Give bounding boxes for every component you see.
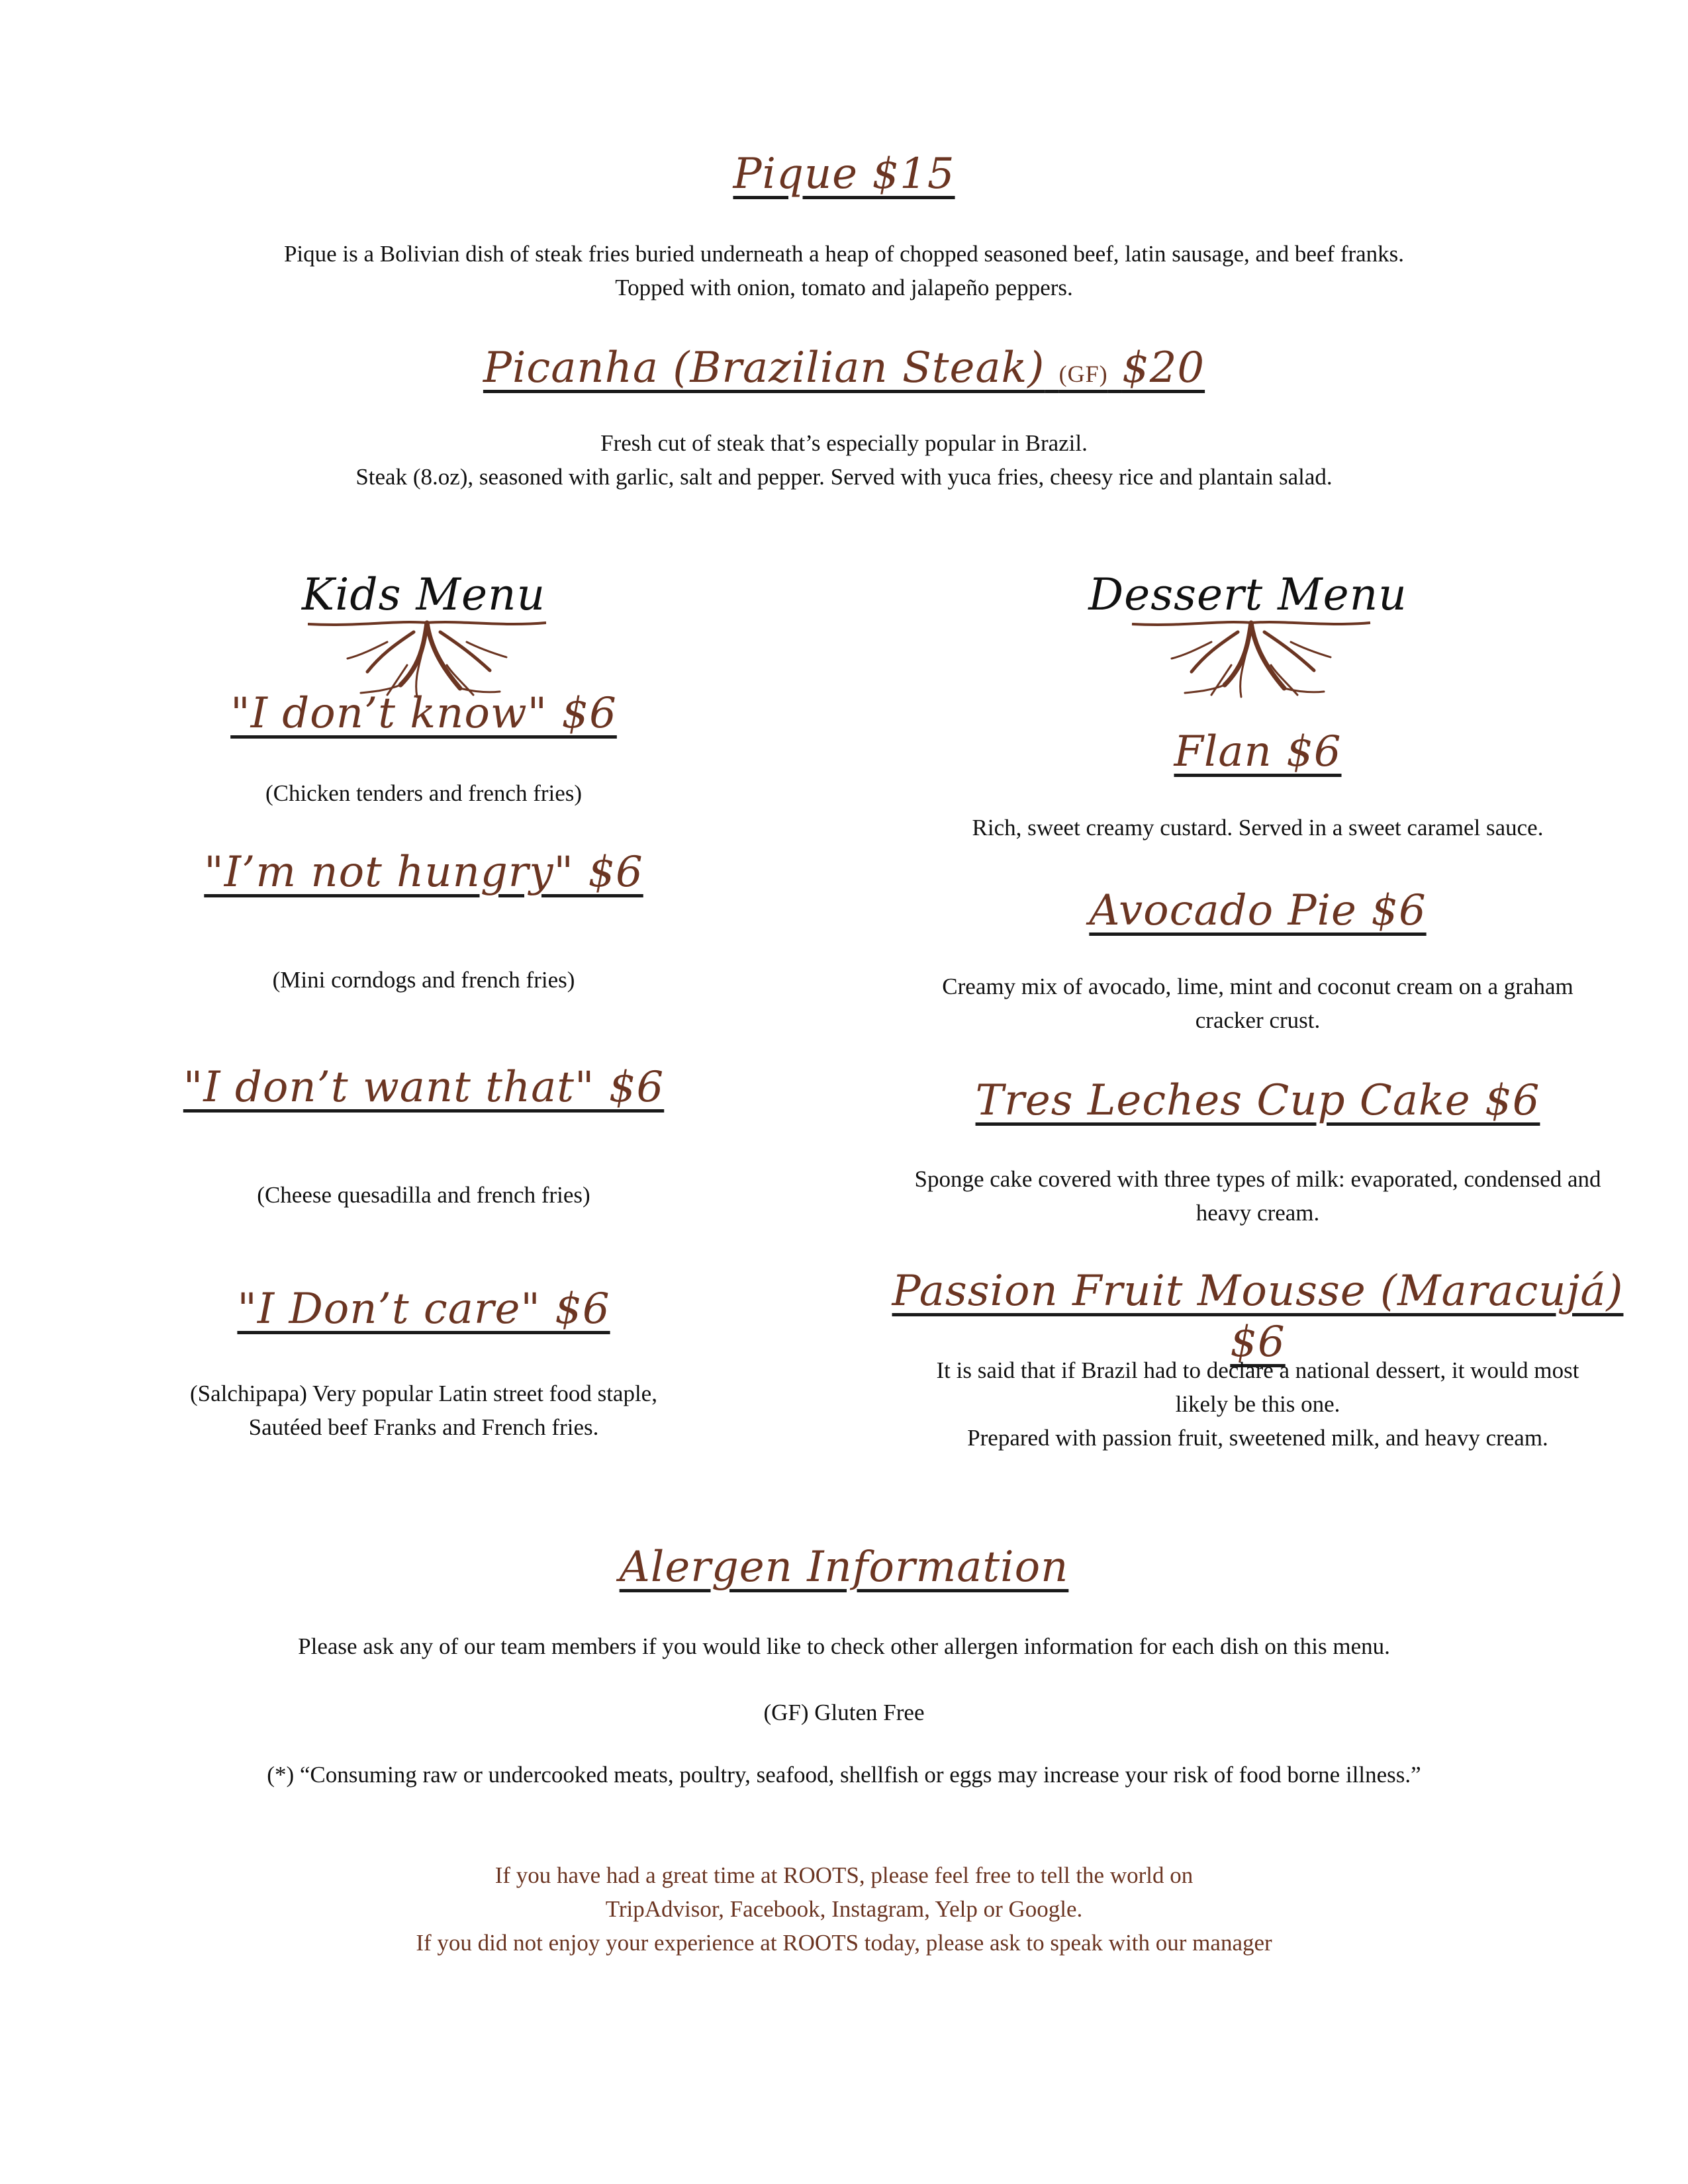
pique-description bbox=[0, 237, 1688, 304]
description-line: (Cheese quesadilla and french fries) bbox=[257, 1182, 590, 1208]
kids-item-title: "I don’t know" $6 bbox=[230, 689, 617, 738]
kids-item-description bbox=[159, 776, 688, 810]
description-line: (Salchipapa) Very popular Latin street food staple, bbox=[190, 1381, 657, 1406]
description-line: (Mini corndogs and french fries) bbox=[272, 967, 575, 993]
description-line: cracker crust. bbox=[1195, 1007, 1321, 1033]
pique-title: Pique $15 bbox=[733, 150, 955, 199]
dessert-item-description bbox=[861, 1162, 1655, 1230]
description-line: Steak (8.oz), seasoned with garlic, salt and pepper. Served with yuca fries, cheesy rice and plantain salad. bbox=[355, 464, 1333, 490]
dessert-menu-heading: Dessert Menu bbox=[1088, 569, 1407, 620]
kids-item-description bbox=[159, 1178, 688, 1212]
picanha-title bbox=[0, 343, 1688, 394]
allergen-section bbox=[0, 1542, 1688, 1593]
kids-item bbox=[119, 1062, 728, 1113]
description-line: Creamy mix of avocado, lime, mint and coconut cream on a graham bbox=[942, 974, 1573, 999]
pique-section bbox=[0, 149, 1688, 200]
dessert-item-title: Avocado Pie $6 bbox=[1089, 886, 1427, 935]
footer-line: If you did not enjoy your experience at ROOTS today, please ask to speak with our manager bbox=[416, 1930, 1272, 1956]
kids-item bbox=[159, 688, 688, 739]
description-line: Rich, sweet creamy custard. Served in a sweet caramel sauce. bbox=[972, 815, 1544, 841]
picanha-price: $20 bbox=[1121, 343, 1205, 392]
dessert-item-description bbox=[861, 970, 1655, 1037]
dessert-item bbox=[861, 886, 1655, 936]
roots-logo-icon bbox=[1115, 619, 1387, 698]
kids-item-title: "I don’t want that" $6 bbox=[183, 1063, 665, 1112]
dessert-item-description bbox=[861, 811, 1655, 844]
dessert-item-title: Flan $6 bbox=[1174, 727, 1342, 776]
dessert-item-title: Passion Fruit Mousse (Maracujá) $6 bbox=[892, 1267, 1624, 1367]
footer-line: If you have had a great time at ROOTS, please feel free to tell the world on bbox=[494, 1862, 1194, 1888]
roots-logo-icon bbox=[308, 619, 546, 698]
dessert-item bbox=[861, 1266, 1655, 1368]
allergen-heading: Alergen Information bbox=[619, 1543, 1069, 1592]
description-line: It is said that if Brazil had to declare a national dessert, it would most bbox=[936, 1357, 1579, 1383]
raw-food-warning: (*) “Consuming raw or undercooked meats, poultry, seafood, shellfish or eggs may increase your risk of food borne illness.” bbox=[267, 1762, 1421, 1788]
description-line: Prepared with passion fruit, sweetened milk, and heavy cream. bbox=[967, 1425, 1548, 1451]
footer-message bbox=[0, 1858, 1688, 1960]
footer-line: TripAdvisor, Facebook, Instagram, Yelp or Google. bbox=[605, 1896, 1083, 1922]
description-line: Sponge cake covered with three types of milk: evaporated, condensed and bbox=[914, 1166, 1601, 1192]
gluten-free-tag: (GF) bbox=[1058, 361, 1108, 387]
dessert-item bbox=[861, 727, 1655, 778]
kids-item bbox=[159, 847, 688, 898]
description-line: heavy cream. bbox=[1196, 1200, 1320, 1226]
kids-menu-heading: Kids Menu bbox=[301, 569, 546, 620]
dessert-item bbox=[861, 1075, 1655, 1126]
description-line: Pique is a Bolivian dish of steak fries buried underneath a heap of chopped seasoned beef, latin sausage, and beef franks. bbox=[283, 241, 1405, 267]
description-line: Fresh cut of steak that’s especially popular in Brazil. bbox=[600, 430, 1088, 456]
allergen-note: Please ask any of our team members if you would like to check other allergen information for each dish on this menu. bbox=[298, 1633, 1390, 1659]
gluten-free-legend: (GF) Gluten Free bbox=[763, 1700, 925, 1725]
description-line: Topped with onion, tomato and jalapeño peppers. bbox=[615, 275, 1073, 300]
kids-item-description bbox=[119, 1377, 728, 1444]
description-line: likely be this one. bbox=[1175, 1391, 1340, 1417]
kids-item-title: "I’m not hungry" $6 bbox=[204, 848, 643, 897]
picanha-name: Picanha (Brazilian Steak) bbox=[483, 343, 1045, 392]
kids-item-description bbox=[159, 963, 688, 997]
dessert-item-title: Tres Leches Cup Cake $6 bbox=[975, 1076, 1540, 1125]
picanha-section bbox=[0, 343, 1688, 394]
kids-item bbox=[159, 1284, 688, 1335]
dessert-item-description bbox=[861, 1353, 1655, 1455]
description-line: (Chicken tenders and french fries) bbox=[265, 780, 583, 806]
picanha-description bbox=[0, 426, 1688, 494]
kids-item-title: "I Don’t care" $6 bbox=[237, 1285, 610, 1334]
description-line: Sautéed beef Franks and French fries. bbox=[248, 1414, 599, 1440]
